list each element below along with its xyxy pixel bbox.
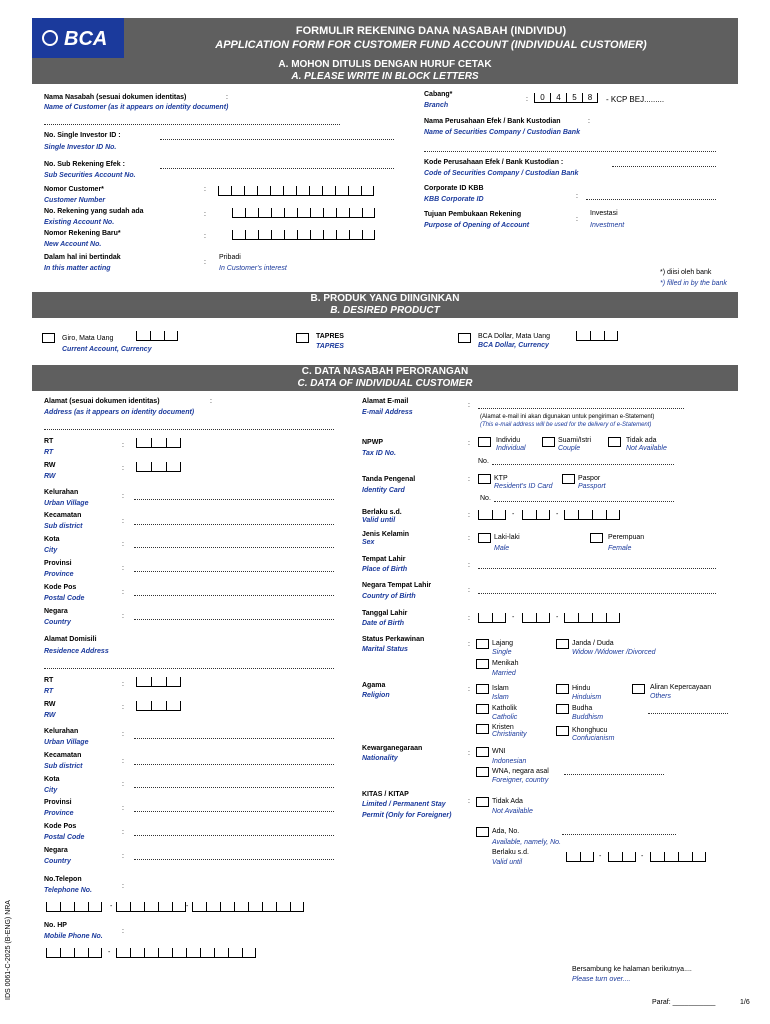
kec-label: Kecamatan bbox=[44, 512, 82, 519]
telp-label: No.Telepon bbox=[44, 876, 82, 883]
sid-field[interactable] bbox=[160, 139, 394, 140]
berlaku-label: Berlaku s.d. bbox=[362, 509, 402, 516]
lajang-label: Lajang bbox=[492, 640, 514, 647]
telp-ext-field[interactable] bbox=[192, 902, 304, 912]
npwp-suami-label: Suami/Istri bbox=[558, 437, 592, 444]
bca-logo-text: BCA bbox=[64, 28, 108, 50]
neg-label-en: Country bbox=[44, 619, 71, 626]
nocust-field[interactable] bbox=[218, 186, 374, 196]
rt-field[interactable] bbox=[136, 438, 181, 448]
nama-field[interactable] bbox=[44, 124, 340, 125]
wni-checkbox[interactable] bbox=[476, 747, 489, 757]
email-note-en: (This e-mail address will be used for the delivery of e-Statement) bbox=[480, 422, 652, 428]
pos-label: Kode Pos bbox=[44, 584, 77, 591]
tapres-label: TAPRES bbox=[316, 333, 344, 340]
telp-number-field[interactable] bbox=[116, 902, 186, 912]
wna-label: WNA, negara asal bbox=[492, 768, 549, 775]
rt2-label-en: RT bbox=[44, 688, 54, 695]
aliran-checkbox[interactable] bbox=[632, 684, 645, 694]
alamat-label-en: Address (as it appears on identity document) bbox=[44, 409, 195, 416]
rt-label: RT bbox=[44, 438, 54, 445]
cabang-label-en: Branch bbox=[424, 102, 449, 109]
rt-label-en: RT bbox=[44, 449, 54, 456]
kitas-label-en1: Limited / Permanent Stay bbox=[362, 801, 446, 808]
negtempat-label-en: Country of Birth bbox=[362, 593, 416, 600]
pos2-label: Kode Pos bbox=[44, 823, 77, 830]
npwp-label-en: Tax ID No. bbox=[362, 450, 396, 457]
neg2-field[interactable] bbox=[134, 859, 334, 860]
tempat-label: Tempat Lahir bbox=[362, 556, 406, 563]
nocust-label: Nomor Customer* bbox=[44, 186, 104, 193]
tempat-label-en: Place of Birth bbox=[362, 566, 408, 573]
sid-label-en: Single Investor ID No. bbox=[44, 144, 117, 151]
negtempat-label: Negara Tempat Lahir bbox=[362, 582, 432, 589]
kec-field[interactable] bbox=[134, 524, 334, 525]
kitas-ada-label-en: Available, namely, No. bbox=[492, 839, 561, 846]
tgl-label-en: Date of Birth bbox=[362, 620, 404, 627]
neg2-label: Negara bbox=[44, 847, 68, 854]
giro-currency-field[interactable] bbox=[136, 331, 178, 341]
jk-label: Jenis Kelamin bbox=[362, 531, 410, 538]
pribadi-text: Pribadi bbox=[219, 254, 241, 261]
corp-label-en: KBB Corporate ID bbox=[424, 196, 484, 203]
budha-label-en: Buddhism bbox=[572, 714, 604, 721]
khonghucu-checkbox[interactable] bbox=[556, 726, 569, 736]
kitas-mm-field[interactable] bbox=[608, 852, 636, 862]
status-label-en: Marital Status bbox=[362, 646, 408, 653]
kota-label-en: City bbox=[44, 547, 58, 554]
berlaku-label-en: Valid until bbox=[362, 517, 396, 524]
khonghucu-label: Khonghucu bbox=[572, 727, 608, 734]
title-en: APPLICATION FORM FOR CUSTOMER FUND ACCOUNT (INDIVIDUAL CUSTOMER) bbox=[215, 39, 647, 51]
janda-label: Janda / Duda bbox=[572, 640, 614, 647]
npwp-tidakada-checkbox[interactable] bbox=[608, 437, 621, 447]
npwp-suami-label-en: Couple bbox=[558, 445, 581, 452]
kitas-berlaku-label: Berlaku s.d. bbox=[492, 849, 529, 856]
kota2-field[interactable] bbox=[134, 787, 334, 788]
npwp-tidakada-label: Tidak ada bbox=[626, 437, 657, 444]
tanda-no-label: No. bbox=[480, 495, 491, 502]
laki-label: Laki-laki bbox=[494, 534, 520, 541]
kel-label-en: Urban Village bbox=[44, 500, 89, 507]
page-number: 1/6 bbox=[740, 999, 750, 1006]
agama-label: Agama bbox=[362, 682, 386, 689]
kitas-label: KITAS / KITAP bbox=[362, 791, 409, 798]
section-b-header bbox=[32, 292, 738, 318]
kota-field[interactable] bbox=[134, 547, 334, 548]
pribadi-text-en: In Customer's interest bbox=[219, 265, 287, 272]
negtempat-field[interactable] bbox=[478, 593, 716, 594]
tapres-label-en: TAPRES bbox=[316, 343, 344, 350]
kitas-label-en2: Permit (Only for Foreigner) bbox=[362, 812, 452, 819]
tanda-label-en: Identity Card bbox=[362, 487, 405, 494]
hindu-label-en: Hinduism bbox=[572, 694, 602, 701]
title-id: FORMULIR REKENING DANA NASABAH (INDIVIDU) bbox=[295, 25, 567, 37]
islam-checkbox[interactable] bbox=[476, 684, 489, 694]
paspor-checkbox[interactable] bbox=[562, 474, 575, 484]
norek-label: No. Rekening yang sudah ada bbox=[44, 208, 144, 215]
kec-label-en: Sub district bbox=[44, 523, 83, 530]
neg-field[interactable] bbox=[134, 619, 334, 620]
pos-field[interactable] bbox=[134, 595, 334, 596]
tgl-dd-field[interactable] bbox=[478, 613, 506, 623]
hindu-checkbox[interactable] bbox=[556, 684, 569, 694]
kec2-label: Kecamatan bbox=[44, 752, 82, 759]
section-b-title-en: B. DESIRED PRODUCT bbox=[330, 305, 440, 316]
giro-label: Giro, Mata Uang bbox=[62, 335, 114, 342]
nama-label-en: Name of Customer (as it appears on identity document) bbox=[44, 104, 229, 111]
side-code: IDS 0061-C-2025 (B-ENG) NRA bbox=[5, 900, 12, 1000]
kel-field[interactable] bbox=[134, 499, 334, 500]
continue-text: Bersambung ke halaman berikutnya.... bbox=[572, 966, 692, 973]
norekbaru-label: Nomor Rekening Baru* bbox=[44, 230, 121, 237]
kewarga-label: Kewarganegaraan bbox=[362, 745, 423, 752]
perempuan-label-en: Female bbox=[608, 545, 632, 552]
alamat-label: Alamat (sesuai dokumen identitas) bbox=[44, 398, 160, 405]
hindu-label: Hindu bbox=[572, 685, 591, 692]
nama-label: Nama Nasabah (sesuai dokumen identitas) bbox=[44, 94, 187, 101]
hp-label: No. HP bbox=[44, 922, 67, 929]
tanda-label: Tanda Pengenal bbox=[362, 476, 416, 483]
alamat-field[interactable] bbox=[44, 429, 334, 430]
hp-prefix-field[interactable] bbox=[46, 948, 102, 958]
pos2-field[interactable] bbox=[134, 835, 334, 836]
pos-label-en: Postal Code bbox=[44, 595, 85, 602]
cabang-field[interactable]: 0 4 5 8 bbox=[534, 93, 598, 103]
agama-label-en: Religion bbox=[362, 692, 390, 699]
perusahaan-label-en: Name of Securities Company / Custodian Bank bbox=[424, 129, 580, 136]
menikah-checkbox[interactable] bbox=[476, 659, 489, 669]
giro-label-en: Current Account, Currency bbox=[62, 346, 152, 353]
neg-label: Negara bbox=[44, 608, 68, 615]
kitas-berlaku-label-en: Valid until bbox=[492, 859, 523, 866]
ktp-checkbox[interactable] bbox=[478, 474, 491, 484]
kitas-ada-field[interactable] bbox=[562, 834, 676, 835]
prov2-label-en: Province bbox=[44, 810, 74, 817]
prov2-label: Provinsi bbox=[44, 799, 72, 806]
perusahaan-field[interactable] bbox=[424, 151, 716, 152]
section-c-title-en: C. DATA OF INDIVIDUAL CUSTOMER bbox=[297, 378, 473, 389]
hp-number-field[interactable] bbox=[116, 948, 256, 958]
kel-label: Kelurahan bbox=[44, 489, 79, 496]
dollar-label: BCA Dollar, Mata Uang bbox=[478, 333, 550, 340]
lajang-label-en: Single bbox=[492, 649, 512, 656]
email-note: (Alamat e-mail ini akan digunakan untuk pengiriman e-Statement) bbox=[480, 414, 655, 420]
tempat-field[interactable] bbox=[478, 568, 716, 569]
katholik-label-en: Catholic bbox=[492, 714, 518, 721]
norek-label-en: Existing Account No. bbox=[44, 219, 115, 226]
npwp-no-label: No. bbox=[478, 458, 489, 465]
kel2-label: Kelurahan bbox=[44, 728, 79, 735]
khonghucu-label-en: Confucianism bbox=[572, 735, 615, 742]
rt2-label: RT bbox=[44, 677, 54, 684]
menikah-label: Menikah bbox=[492, 660, 519, 667]
section-a-title-id: A. MOHON DITULIS DENGAN HURUF CETAK bbox=[278, 59, 492, 70]
rw2-field[interactable] bbox=[136, 701, 181, 711]
kristen-checkbox[interactable] bbox=[476, 724, 489, 734]
status-label: Status Perkawinan bbox=[362, 636, 425, 643]
berlaku-mm-field[interactable] bbox=[522, 510, 550, 520]
note-bank-en: *) filled in by the bank bbox=[660, 280, 727, 287]
janda-checkbox[interactable] bbox=[556, 639, 569, 649]
islam-label-en: Islam bbox=[492, 694, 509, 701]
janda-label-en: Widow /Widower /Divorced bbox=[572, 649, 656, 656]
perusahaan-label: Nama Perusahaan Efek / Bank Kustodian bbox=[424, 118, 561, 125]
wna-country-field[interactable] bbox=[564, 774, 664, 775]
norek-field[interactable] bbox=[232, 208, 375, 218]
laki-checkbox[interactable] bbox=[478, 533, 491, 543]
prov-label: Provinsi bbox=[44, 560, 72, 567]
aliran-field[interactable] bbox=[648, 713, 728, 714]
section-c-header bbox=[32, 365, 738, 391]
kota2-label: Kota bbox=[44, 776, 60, 783]
investasi-text: Investasi bbox=[590, 210, 618, 217]
npwp-suami-checkbox[interactable] bbox=[542, 437, 555, 447]
kel2-field[interactable] bbox=[134, 738, 334, 739]
kitas-tidak-checkbox[interactable] bbox=[476, 797, 489, 807]
kitas-tidak-label: Tidak Ada bbox=[492, 798, 523, 805]
kitas-dd-field[interactable] bbox=[566, 852, 594, 862]
berlaku-dd-field[interactable] bbox=[478, 510, 506, 520]
prov-field[interactable] bbox=[134, 571, 334, 572]
prov-label-en: Province bbox=[44, 571, 74, 578]
npwp-label: NPWP bbox=[362, 439, 383, 446]
dollar-label-en: BCA Dollar, Currency bbox=[478, 342, 549, 349]
rw2-label-en: RW bbox=[44, 712, 56, 719]
bca-logo-icon bbox=[42, 30, 58, 46]
continue-text-en: Please turn over.... bbox=[572, 976, 631, 983]
kec2-field[interactable] bbox=[134, 764, 334, 765]
header bbox=[32, 18, 738, 58]
kec2-label-en: Sub district bbox=[44, 763, 83, 770]
email-label-en: E-mail Address bbox=[362, 409, 413, 416]
bca-logo bbox=[32, 18, 124, 58]
budha-label: Budha bbox=[572, 705, 593, 712]
domisili-label: Alamat Domisili bbox=[44, 636, 97, 643]
kode-label: Kode Perusahaan Efek / Bank Kustodian : bbox=[424, 159, 564, 166]
norekbaru-field[interactable] bbox=[232, 230, 375, 240]
section-a-title-en: A. PLEASE WRITE IN BLOCK LETTERS bbox=[291, 71, 479, 82]
tujuan-label: Tujuan Pembukaan Rekening bbox=[424, 211, 522, 218]
note-bank: *) diisi oleh bank bbox=[660, 269, 712, 276]
subrek-label-en: Sub Securities Account No. bbox=[44, 172, 136, 179]
ktp-label: KTP bbox=[494, 475, 508, 482]
islam-label: Islam bbox=[492, 685, 509, 692]
lajang-checkbox[interactable] bbox=[476, 639, 489, 649]
npwp-individu-checkbox[interactable] bbox=[478, 437, 491, 447]
berlaku-yyyy-field[interactable] bbox=[564, 510, 620, 520]
paspor-label: Paspor bbox=[578, 475, 601, 482]
section-a-header bbox=[32, 58, 738, 84]
kcp-text: - KCP BEJ......... bbox=[606, 95, 665, 104]
ktp-label-en: Resident's ID Card bbox=[494, 483, 553, 490]
corp-field[interactable] bbox=[586, 199, 716, 200]
email-field[interactable] bbox=[478, 408, 684, 409]
paraf-field[interactable]: Paraf: ___________ bbox=[652, 999, 716, 1006]
wni-label-en: Indonesian bbox=[492, 758, 527, 765]
kristen-label: Kristen bbox=[492, 724, 514, 731]
tanda-no-field[interactable] bbox=[494, 501, 674, 502]
kode-label-en: Code of Securities Company / Custodian Bank bbox=[424, 170, 579, 177]
perempuan-label: Perempuan bbox=[608, 534, 645, 541]
rw2-label: RW bbox=[44, 701, 56, 708]
hp-label-en: Mobile Phone No. bbox=[44, 933, 103, 940]
investasi-text-en: Investment bbox=[590, 222, 625, 229]
jk-label-en: Sex bbox=[362, 539, 375, 546]
dalam-label: Dalam hal ini bertindak bbox=[44, 254, 121, 261]
kode-field[interactable] bbox=[612, 166, 716, 167]
nocust-label-en: Customer Number bbox=[44, 197, 106, 204]
corp-label: Corporate ID KBB bbox=[424, 185, 484, 192]
rt2-field[interactable] bbox=[136, 677, 181, 687]
kota-label: Kota bbox=[44, 536, 60, 543]
header-title-block bbox=[124, 18, 738, 58]
npwp-individu-label: Individu bbox=[496, 437, 521, 444]
domisili-field[interactable] bbox=[44, 668, 334, 669]
kewarga-label-en: Nationality bbox=[362, 755, 398, 762]
email-label: Alamat E-mail bbox=[362, 398, 409, 405]
katholik-label: Katholik bbox=[492, 705, 517, 712]
aliran-label: Aliran Kepercayaan bbox=[650, 684, 712, 691]
tapres-checkbox[interactable] bbox=[296, 333, 309, 343]
giro-checkbox[interactable] bbox=[42, 333, 55, 343]
telp-area-field[interactable] bbox=[46, 902, 102, 912]
kel2-label-en: Urban Village bbox=[44, 739, 89, 746]
paspor-label-en: Passport bbox=[578, 483, 606, 490]
norekbaru-label-en: New Account No. bbox=[44, 241, 102, 248]
telp-label-en: Telephone No. bbox=[44, 887, 92, 894]
laki-label-en: Male bbox=[494, 545, 510, 552]
prov2-field[interactable] bbox=[134, 811, 334, 812]
rw-label-en: RW bbox=[44, 473, 56, 480]
budha-checkbox[interactable] bbox=[556, 704, 569, 714]
dollar-checkbox[interactable] bbox=[458, 333, 471, 343]
section-b-title-id: B. PRODUK YANG DIINGINKAN bbox=[310, 293, 460, 304]
kitas-tidak-label-en: Not Available bbox=[492, 808, 533, 815]
katholik-checkbox[interactable] bbox=[476, 704, 489, 714]
kitas-ada-label: Ada, No. bbox=[492, 828, 520, 835]
perempuan-checkbox[interactable] bbox=[590, 533, 603, 543]
tgl-mm-field[interactable] bbox=[522, 613, 550, 623]
kitas-yyyy-field[interactable] bbox=[650, 852, 706, 862]
neg2-label-en: Country bbox=[44, 858, 71, 865]
tgl-label: Tanggal Lahir bbox=[362, 610, 408, 617]
tujuan-label-en: Purpose of Opening of Account bbox=[424, 222, 530, 229]
dalam-label-en: In this matter acting bbox=[44, 265, 111, 272]
sid-label: No. Single Investor ID : bbox=[44, 132, 121, 139]
dollar-currency-field[interactable] bbox=[576, 331, 618, 341]
wna-label-en: Foreigner, country bbox=[492, 777, 549, 784]
subrek-label: No. Sub Rekening Efek : bbox=[44, 161, 125, 168]
wna-checkbox[interactable] bbox=[476, 767, 489, 777]
kota2-label-en: City bbox=[44, 787, 58, 794]
section-c-title-id: C. DATA NASABAH PERORANGAN bbox=[301, 366, 469, 377]
cabang-label: Cabang* bbox=[424, 91, 453, 98]
tgl-yyyy-field[interactable] bbox=[564, 613, 620, 623]
domisili-label-en: Residence Address bbox=[44, 648, 109, 655]
rw-label: RW bbox=[44, 462, 56, 469]
menikah-label-en: Married bbox=[492, 670, 516, 677]
wni-label: WNI bbox=[492, 748, 506, 755]
rw-field[interactable] bbox=[136, 462, 181, 472]
npwp-individu-label-en: Individual bbox=[496, 445, 526, 452]
subrek-field[interactable] bbox=[160, 168, 394, 169]
npwp-tidakada-label-en: Not Available bbox=[626, 445, 667, 452]
aliran-label-en: Others bbox=[650, 693, 672, 700]
kristen-label-en: Christianity bbox=[492, 731, 527, 738]
pos2-label-en: Postal Code bbox=[44, 834, 85, 841]
npwp-no-field[interactable] bbox=[492, 464, 674, 465]
kitas-ada-checkbox[interactable] bbox=[476, 827, 489, 837]
